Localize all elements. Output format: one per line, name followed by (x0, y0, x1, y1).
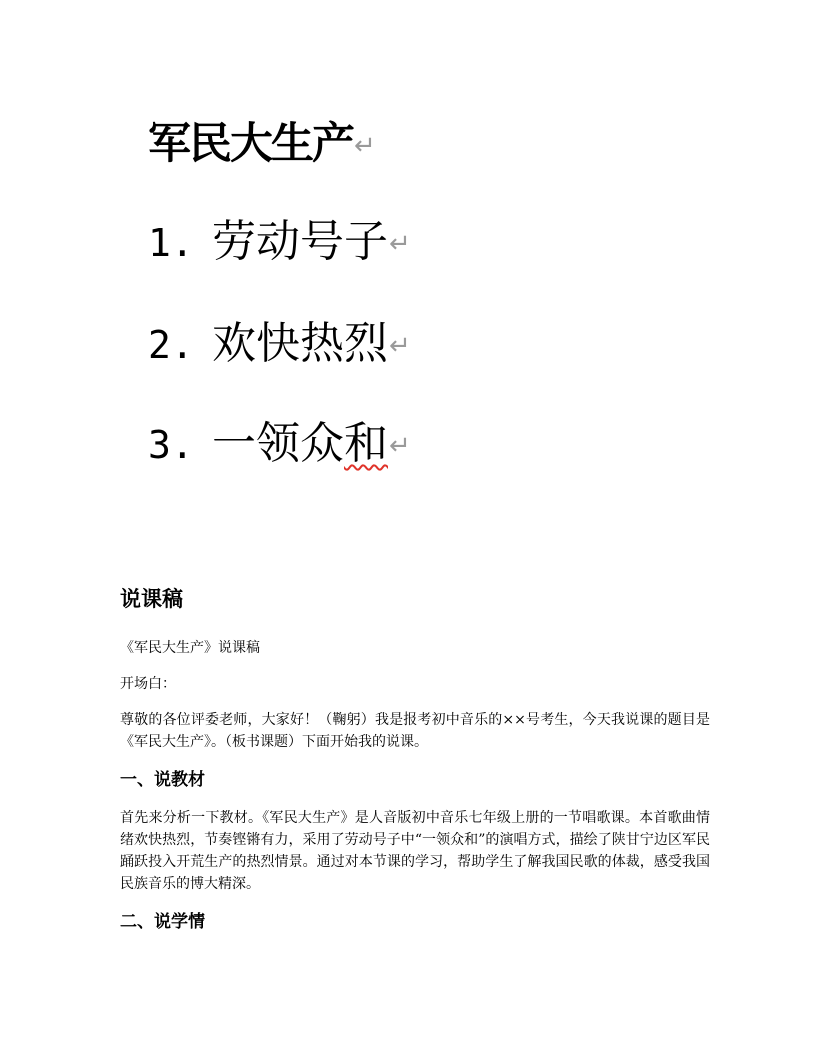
blackboard-image (148, 118, 468, 478)
paragraph-mark-icon: ↵ (389, 229, 411, 259)
document-subtitle: 《军民大生产》说课稿 (120, 640, 260, 656)
spellcheck-flagged-word[interactable]: 和 (344, 418, 388, 469)
board-item-number: 1. (148, 221, 194, 265)
board-title (148, 118, 374, 170)
board-item-text: 一领众 (212, 418, 344, 469)
board-item-number: 2. (148, 323, 194, 367)
board-item-1 (148, 214, 411, 270)
paragraph-mark-icon: ↵ (389, 331, 411, 361)
board-item-number: 3. (148, 423, 194, 467)
paragraph-mark-icon: ↵ (389, 431, 411, 461)
opening-paragraph: 尊敬的各位评委老师，大家好！（鞠躬）我是报考初中音乐的××号考生，今天我说课的题目是《军民大生产》。（板书课题）下面开始我的说课。 (120, 712, 710, 750)
document-heading: 说课稿 (120, 587, 183, 611)
section-2-heading: 二、说学情 (120, 912, 205, 932)
board-item-text: 劳动号子 (212, 216, 388, 267)
board-item-2 (148, 316, 411, 372)
board-item-text: 欢快热烈 (212, 318, 388, 369)
section-1-heading: 一、说教材 (120, 770, 205, 790)
document-body (120, 583, 710, 949)
opening-label: 开场白： (120, 676, 176, 692)
board-title-text: 军民大生产 (148, 119, 353, 169)
section-1-paragraph: 首先来分析一下教材。《军民大生产》是人音版初中音乐七年级上册的一节唱歌课。本首歌曲情绪欢快热烈，节奏铿锵有力，采用了劳动号子中“一领众和”的演唱方式，描绘了陕甘宁边区军民踊跃投入开荒生产的热烈情景。通过对本节课的学习，帮助学生了解我国民歌的体裁，感受我国民族音乐的博大精深。 (120, 810, 710, 892)
board-item-3 (148, 416, 411, 472)
paragraph-mark-icon: ↵ (354, 131, 374, 161)
